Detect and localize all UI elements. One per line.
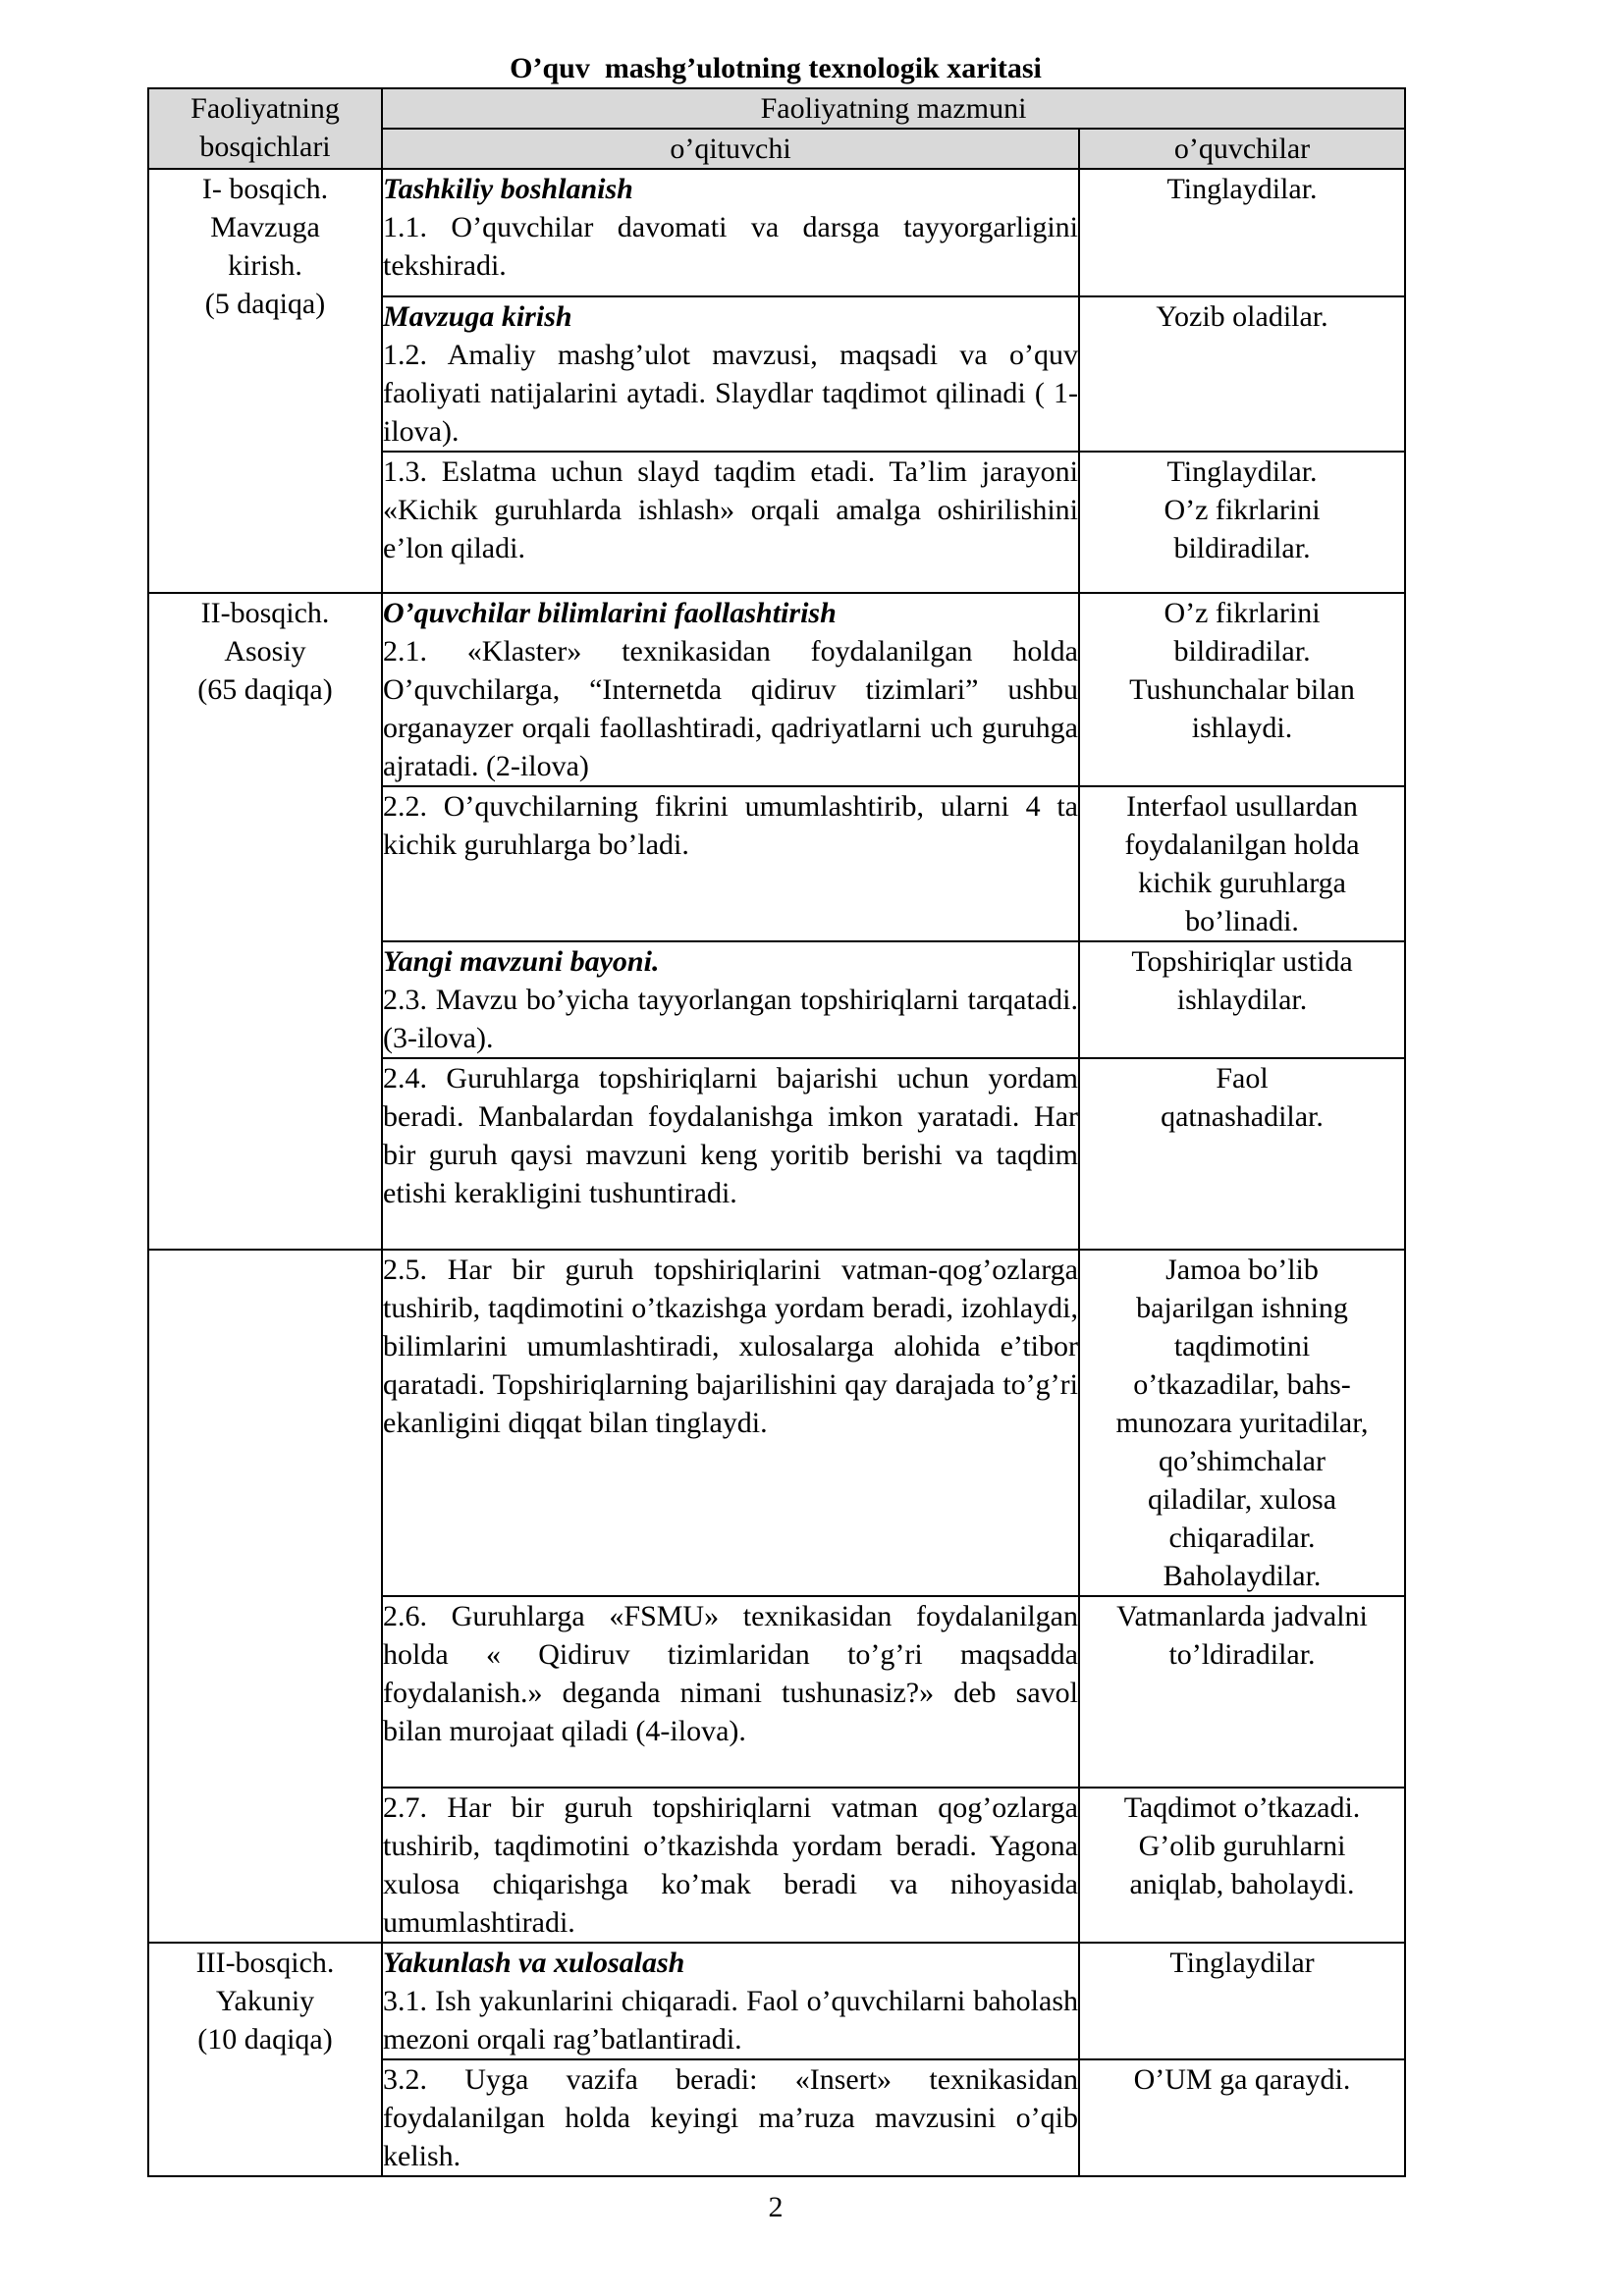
technology-map-table [147, 87, 1406, 2177]
student-activity: O’z fikrlarini bildiradilar. Tushunchalar bilan ishlaydi. [1079, 593, 1405, 786]
page-number: 2 [768, 2191, 784, 2223]
student-activity: Jamoa bo’lib bajarilgan ishning taqdimotini o’tkazadilar, bahs- munozara yuritadilar, qo’shimchalar qiladilar, xulosa chiqaradilar. Baholaydilar. [1079, 1250, 1405, 1596]
student-activity: Interfaol usullardan foydalanilgan holda kichik guruhlarga bo’linadi. [1079, 786, 1405, 941]
teacher-activity: 2.4. Guruhlarga topshiriqlarni bajarishi uchun yordam beradi. Manbalardan foydalanishga imkon yaratadi. Har bir guruh qaysi mavzuni keng yoritib berishi va taqdim etishi kerakligini tushuntiradi. [382, 1058, 1079, 1250]
teacher-activity: Mavzuga kirish 1.2. Amaliy mashg’ulot mavzusi, maqsadi va o’quv faoliyati natijalarini aytadi. Slaydlar taqdimot qilinadi ( 1- ilova). [382, 296, 1079, 452]
stage-cell-1: I- bosqich. Mavzuga kirish. (5 daqiqa) [148, 169, 382, 593]
student-activity: Tinglaydilar [1079, 1943, 1405, 2059]
header-content: Faoliyatning mazmuni [382, 88, 1405, 129]
section-heading: Yakunlash va xulosalash [383, 1947, 685, 1979]
student-activity: Vatmanlarda jadvalni to’ldiradilar. [1079, 1596, 1405, 1788]
student-activity: Tinglaydilar. O’z fikrlarini bildiradilar. [1079, 452, 1405, 593]
student-activity: Faol qatnashadilar. [1079, 1058, 1405, 1250]
teacher-activity: 2.6. Guruhlarga «FSMU» texnikasidan foydalanilgan holda « Qidiruv tizimlaridan to’g’ri maqsadda foydalanish.» deganda nimani tushunasiz?» deb savol bilan murojaat qiladi (4-ilova). [382, 1596, 1079, 1788]
stage-cell-3: III-bosqich. Yakuniy (10 daqiqa) [148, 1943, 382, 2176]
header-teacher: o’qituvchi [382, 129, 1079, 169]
section-heading: O’quvchilar bilimlarini faollashtirish [383, 597, 837, 629]
student-activity: Yozib oladilar. [1079, 296, 1405, 452]
teacher-activity: 1.3. Eslatma uchun slayd taqdim etadi. Ta’lim jarayoni «Kichik guruhlarda ishlash» orqali amalga oshirilishini e’lon qiladi. [382, 452, 1079, 593]
table-row [148, 1250, 1405, 1596]
teacher-activity: 2.5. Har bir guruh topshiriqlarini vatman-qog’ozlarga tushirib, taqdimotini o’tkazishga yordam beradi, izohlaydi, bilimlarini umumlashtiradi, xulosalarga alohida e’tibor qaratadi. Topshiriqlarning bajarilishini qay darajada to’g’ri ekanligini diqqat bilan tinglaydi. [382, 1250, 1079, 1596]
student-activity: Taqdimot o’tkazadi. G’olib guruhlarni aniqlab, baholaydi. [1079, 1788, 1405, 1943]
student-activity: Topshiriqlar ustida ishlaydilar. [1079, 941, 1405, 1058]
table-row [148, 593, 1405, 786]
stage-cell-empty [148, 1250, 382, 1943]
section-heading: Yangi mavzuni bayoni. [383, 945, 660, 978]
document-title: O’quv mashg’ulotning texnologik xaritasi [510, 52, 1042, 84]
stage-cell-2: II-bosqich. Asosiy (65 daqiqa) [148, 593, 382, 1250]
header-students: o’quvchilar [1079, 129, 1405, 169]
teacher-activity: 2.7. Har bir guruh topshiriqlarni vatman qog’ozlarga tushirib, taqdimotini o’tkazishda yordam beradi. Yagona xulosa chiqarishga ko’mak beradi va nihoyasida umumlashtiradi. [382, 1788, 1079, 1943]
student-activity: O’UM ga qaraydi. [1079, 2059, 1405, 2176]
section-heading: Mavzuga kirish [383, 300, 572, 333]
teacher-activity: 2.2. O’quvchilarning fikrini umumlashtirib, ularni 4 ta kichik guruhlarga bo’ladi. [382, 786, 1079, 941]
teacher-activity: 3.2. Uyga vazifa beradi: «Insert» texnikasidan foydalanilgan holda keyingi ma’ruza mavzusini o’qib kelish. [382, 2059, 1079, 2176]
table-row [148, 169, 1405, 296]
student-activity: Tinglaydilar. [1079, 169, 1405, 296]
teacher-activity: Tashkiliy boshlanish 1.1. O’quvchilar davomati va darsga tayyorgarligini tekshiradi. [382, 169, 1079, 296]
teacher-activity: Yakunlash va xulosalash 3.1. Ish yakunlarini chiqaradi. Faol o’quvchilarni baholash mezoni orqali rag’batlantiradi. [382, 1943, 1079, 2059]
section-heading: Tashkiliy boshlanish [383, 173, 633, 205]
table-row [148, 1943, 1405, 2059]
teacher-activity: Yangi mavzuni bayoni. 2.3. Mavzu bo’yicha tayyorlangan topshiriqlarni tarqatadi. (3-ilova). [382, 941, 1079, 1058]
teacher-activity: O’quvchilar bilimlarini faollashtirish 2.1. «Klaster» texnikasidan foydalanilgan holda O’quvchilarga, “Internetda qidiruv tizimlari” ushbu organayzer orqali faollashtiradi, qadriyatlarni uch guruhga ajratadi. (2-ilova) [382, 593, 1079, 786]
header-stages: Faoliyatning bosqichlari [148, 88, 382, 169]
